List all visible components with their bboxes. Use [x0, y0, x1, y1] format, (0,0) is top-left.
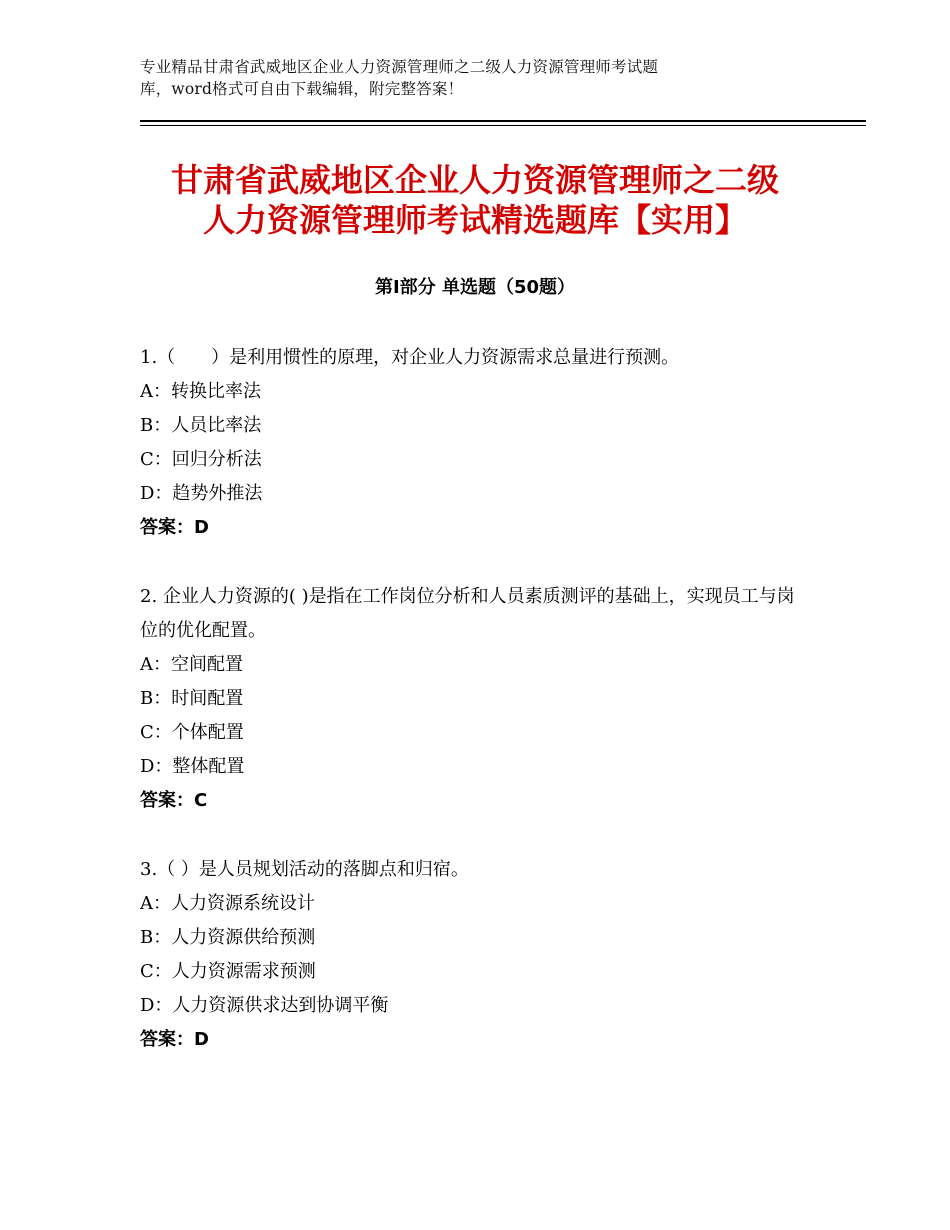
option-a: A：空间配置: [140, 654, 243, 675]
option-c: C：个体配置: [140, 722, 244, 743]
option-c: C：回归分析法: [140, 449, 262, 470]
question-stem: 1.（ ）是利用惯性的原理，对企业人力资源需求总量进行预测。: [140, 347, 680, 368]
option-d: D：整体配置: [140, 756, 245, 777]
question-stem: 2. 企业人力资源的( )是指在工作岗位分析和人员素质测评的基础上，实现员工与岗位的优化配置。: [140, 586, 795, 641]
header-note-line2: 库，word格式可自由下载编辑，附完整答案！: [140, 80, 464, 98]
option-b: B：时间配置: [140, 688, 244, 709]
question-1: [140, 341, 800, 545]
answer: 答案：D: [140, 517, 209, 538]
answer: 答案：C: [140, 790, 208, 811]
option-c: C：人力资源需求预测: [140, 961, 316, 982]
header-divider-thin: [140, 125, 866, 126]
option-b: B：人员比率法: [140, 415, 262, 436]
header-divider-thick: [140, 120, 866, 122]
document-title: [80, 160, 870, 240]
document-title-line1: 甘肃省武威地区企业人力资源管理师之二级: [170, 161, 779, 199]
question-3: [140, 853, 800, 1057]
section-heading: 第Ⅰ部分 单选题（50题）: [374, 277, 575, 298]
option-d: D：人力资源供求达到协调平衡: [140, 995, 389, 1016]
option-b: B：人力资源供给预测: [140, 927, 316, 948]
question-2: [140, 580, 800, 818]
option-d: D：趋势外推法: [140, 483, 263, 504]
header-note: [140, 56, 780, 100]
option-a: A：转换比率法: [140, 381, 261, 402]
header-note-line1: 专业精品甘肃省武威地区企业人力资源管理师之二级人力资源管理师考试题: [140, 58, 659, 76]
document-title-line2: 人力资源管理师考试精选题库【实用】: [202, 201, 747, 239]
answer: 答案：D: [140, 1029, 209, 1050]
option-a: A：人力资源系统设计: [140, 893, 315, 914]
question-stem: 3.（ ）是人员规划活动的落脚点和归宿。: [140, 859, 469, 880]
